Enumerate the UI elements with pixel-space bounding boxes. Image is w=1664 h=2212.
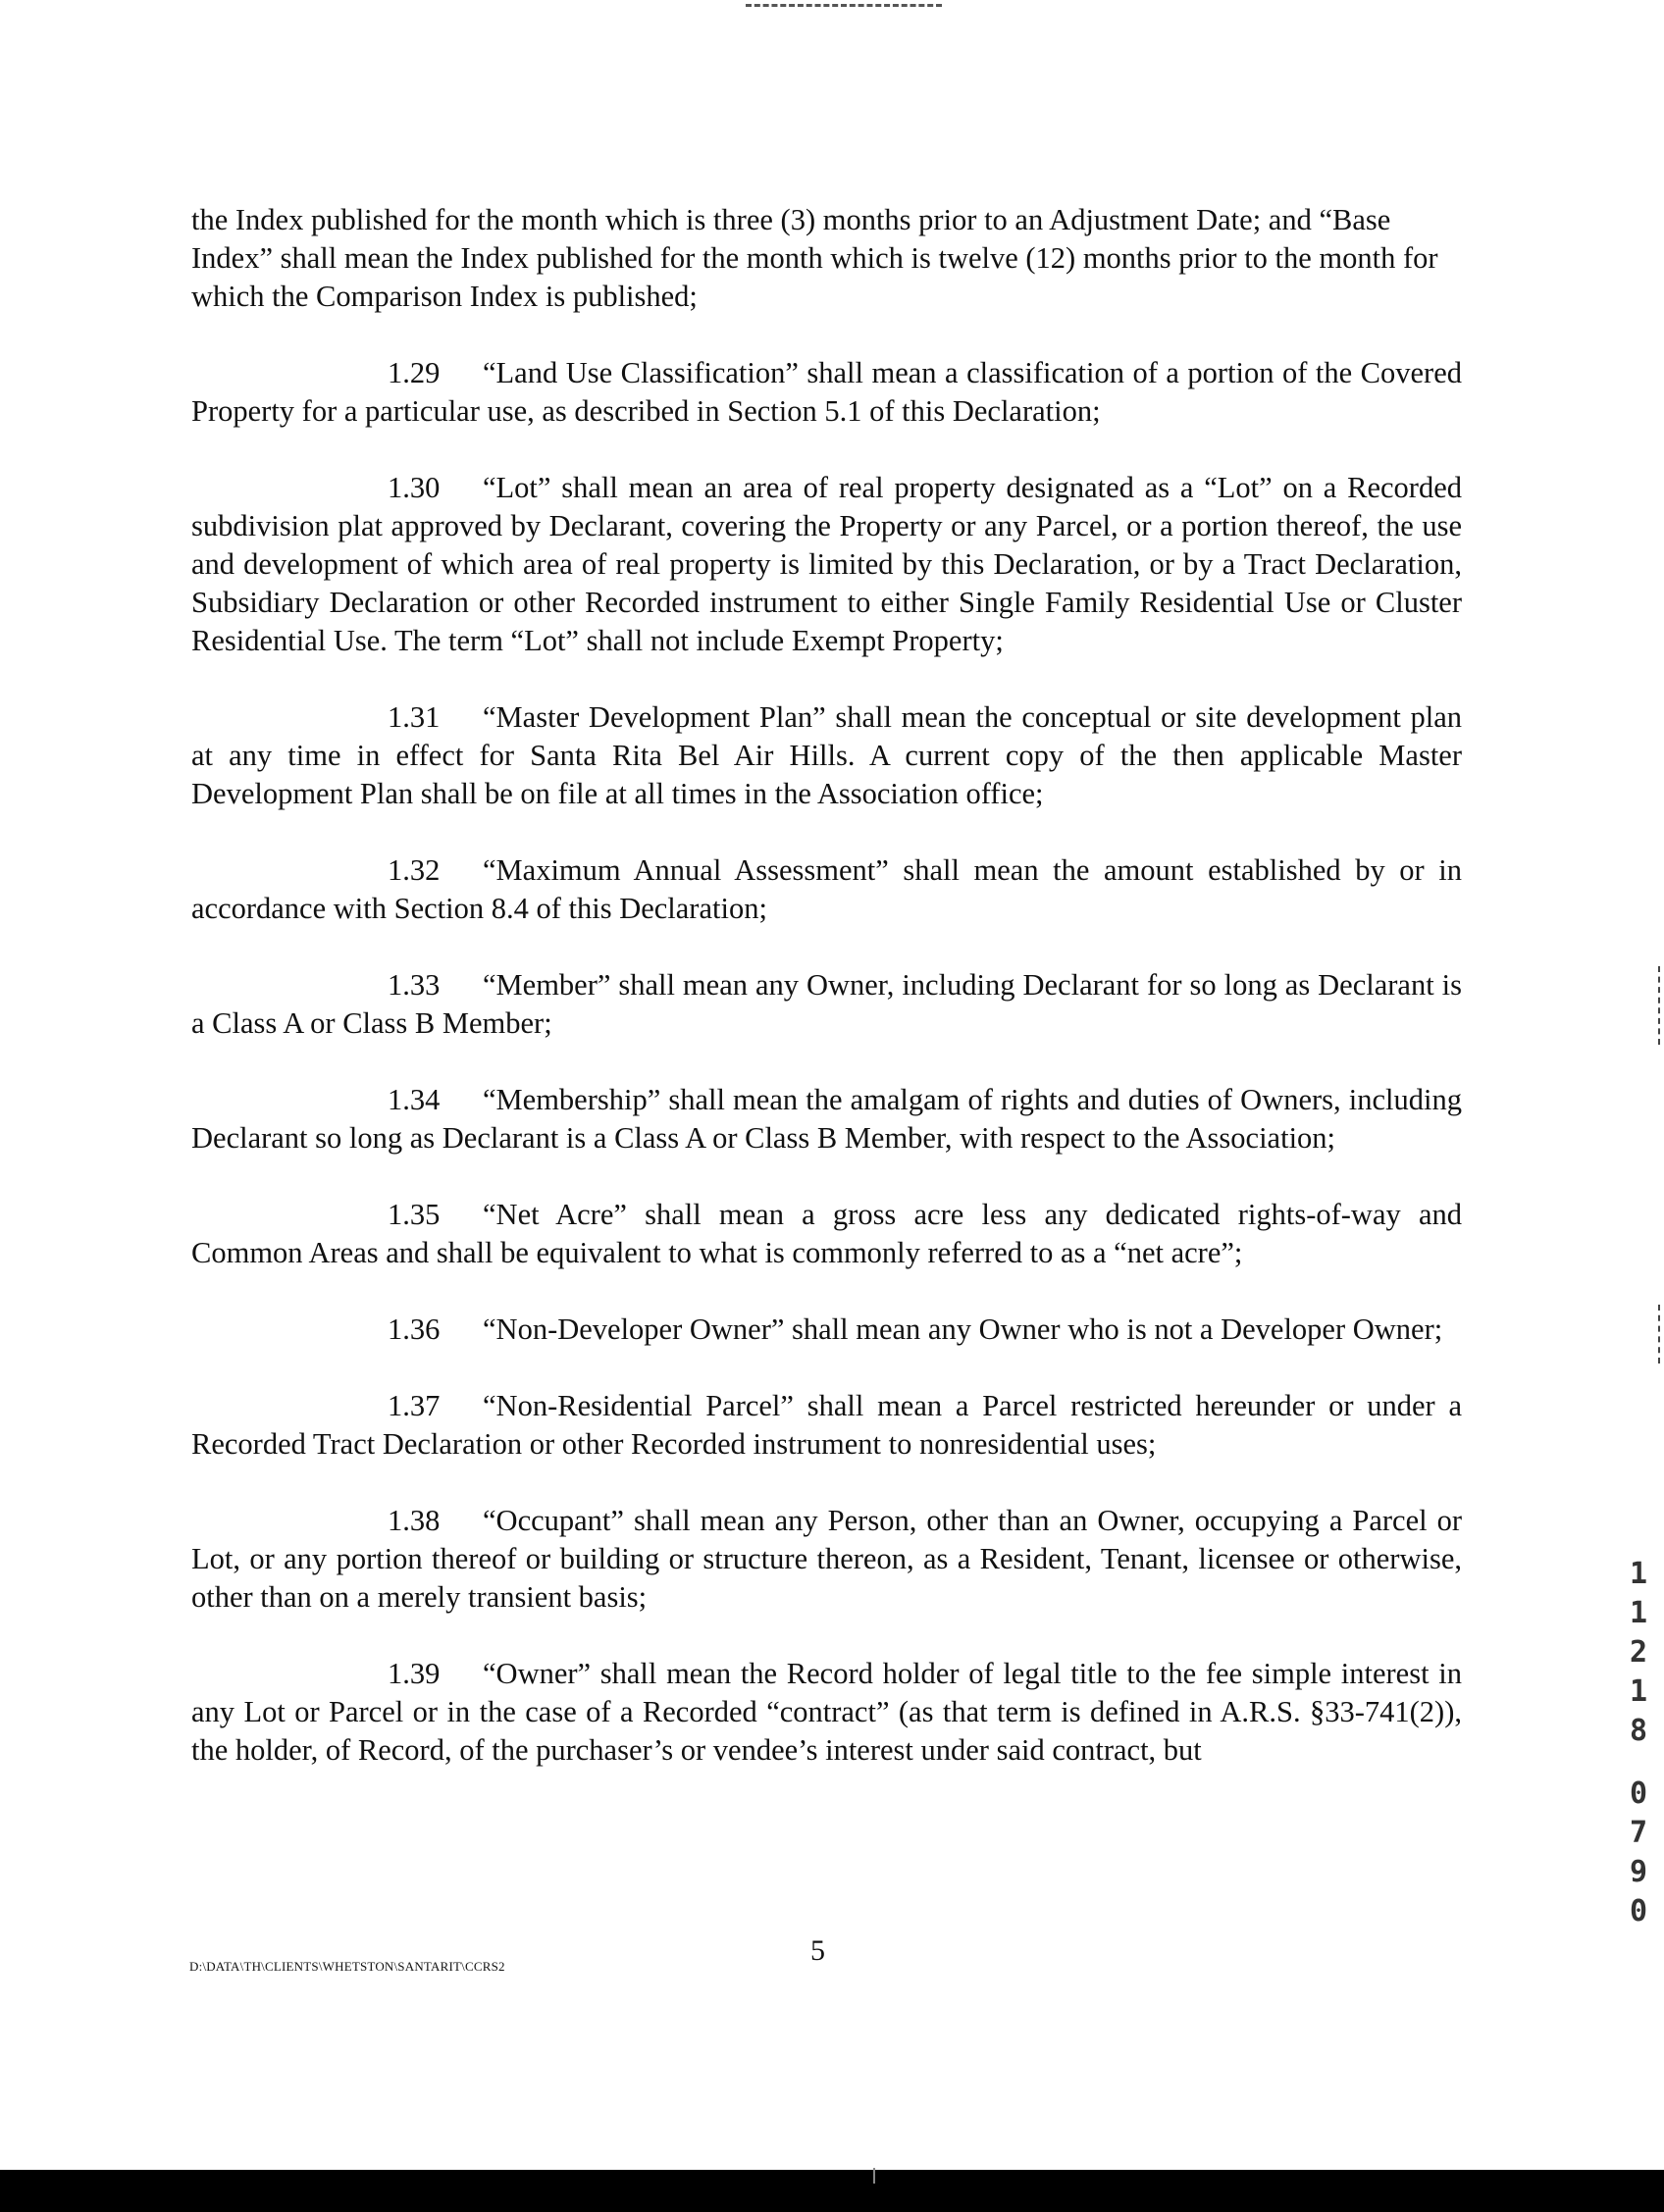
section-text: “Membership” shall mean the amalgam of rights and duties of Owners, including Declarant so long as Declarant is a Class A or Class B Member, with respect to the Association; (191, 1083, 1462, 1155)
section-text: “Non-Residential Parcel” shall mean a Parcel restricted hereunder or under a Recorded Tract Declaration or other Recorded instrument to nonresidential uses; (191, 1389, 1462, 1461)
top-scan-rule (746, 4, 942, 7)
stamp-digit: 1 (1629, 1674, 1648, 1709)
section-1-31 (191, 698, 1462, 813)
stamp-digit: 8 (1629, 1714, 1648, 1748)
page-number: 5 (810, 1934, 825, 1967)
section-number: 1.31 (388, 700, 441, 734)
section-number: 1.30 (388, 471, 441, 504)
section-text: “Master Development Plan” shall mean the conceptual or site development plan at any time in effect for Santa Rita Bel Air Hills. A current copy of the then applicable Master Development Plan shall be on file at all times in the Association office; (191, 700, 1462, 810)
section-number: 1.29 (388, 356, 441, 389)
section-1-33 (191, 966, 1462, 1043)
scan-bottom-mark (873, 2168, 875, 2184)
section-number: 1.33 (388, 968, 441, 1002)
section-text: “Owner” shall mean the Record holder of legal title to the fee simple interest in any Lot or Parcel or in the case of a Recorded “contract” (as that term is defined in A.R.S. §33-741(2)), the holder, of Record, of the purchaser’s or vendee’s interest under said contract, but (191, 1657, 1462, 1767)
section-1-38 (191, 1502, 1462, 1617)
stamp-digit: 2 (1629, 1635, 1648, 1670)
stamp-digit: 0 (1629, 1776, 1648, 1811)
section-number: 1.32 (388, 853, 441, 887)
stamp-digit: 1 (1629, 1596, 1648, 1630)
footer-file-path: D:\DATA\TH\CLIENTS\WHETSTON\SANTARIT\CCRS2 (189, 1959, 505, 1974)
document-body (191, 201, 1462, 1808)
section-1-35 (191, 1196, 1462, 1272)
section-1-39 (191, 1655, 1462, 1770)
section-number: 1.35 (388, 1198, 441, 1231)
section-number: 1.38 (388, 1504, 441, 1537)
section-text: “Net Acre” shall mean a gross acre less any dedicated rights-of-way and Common Areas and shall be equivalent to what is commonly referred to as a “net acre”; (191, 1198, 1462, 1269)
section-1-37 (191, 1387, 1462, 1464)
section-number: 1.36 (388, 1312, 441, 1346)
section-text: “Maximum Annual Assessment” shall mean the amount established by or in accordance with Section 8.4 of this Declaration; (191, 853, 1462, 925)
section-text: “Occupant” shall mean any Person, other than an Owner, occupying a Parcel or Lot, or any portion thereof or building or structure thereon, as a Resident, Tenant, licensee or otherwise, other than on a merely transient basis; (191, 1504, 1462, 1614)
intro-paragraph: the Index published for the month which is three (3) months prior to an Adjustment Date; and “Base Index” shall mean the Index published for the month which is twelve (12) months prior to the month for which the Comparison Index is published; (191, 203, 1438, 313)
stamp-digit: 7 (1629, 1816, 1648, 1850)
section-1-32 (191, 851, 1462, 928)
right-edge-marks-lower (1658, 1305, 1664, 1363)
section-text: “Member” shall mean any Owner, including Declarant for so long as Declarant is a Class A or Class B Member; (191, 968, 1462, 1040)
stamp-digit: 1 (1629, 1557, 1648, 1591)
stamp-digit: 9 (1629, 1855, 1648, 1889)
right-edge-marks (1658, 966, 1664, 1045)
section-number: 1.39 (388, 1657, 441, 1690)
section-text: “Land Use Classification” shall mean a classification of a portion of the Covered Property for a particular use, as described in Section 5.1 of this Declaration; (191, 356, 1462, 428)
section-1-30 (191, 469, 1462, 660)
section-text: “Non-Developer Owner” shall mean any Owner who is not a Developer Owner; (483, 1312, 1443, 1346)
stamp-digit: 0 (1629, 1894, 1648, 1929)
section-1-29 (191, 354, 1462, 431)
margin-recording-stamp (1624, 1555, 1653, 1931)
section-text: “Lot” shall mean an area of real property designated as a “Lot” on a Recorded subdivision plat approved by Declarant, covering the Property or any Parcel, or a portion thereof, the use and development of which area of real property is limited by this Declaration, or by a Tract Declaration, Subsidiary Declaration or other Recorded instrument to either Single Family Residential Use or Cluster Residential Use. The term “Lot” shall not include Exempt Property; (191, 471, 1462, 657)
scan-bottom-border (0, 2170, 1664, 2212)
section-number: 1.37 (388, 1389, 441, 1422)
section-1-34 (191, 1081, 1462, 1157)
section-1-36 (191, 1311, 1462, 1349)
section-number: 1.34 (388, 1083, 441, 1116)
